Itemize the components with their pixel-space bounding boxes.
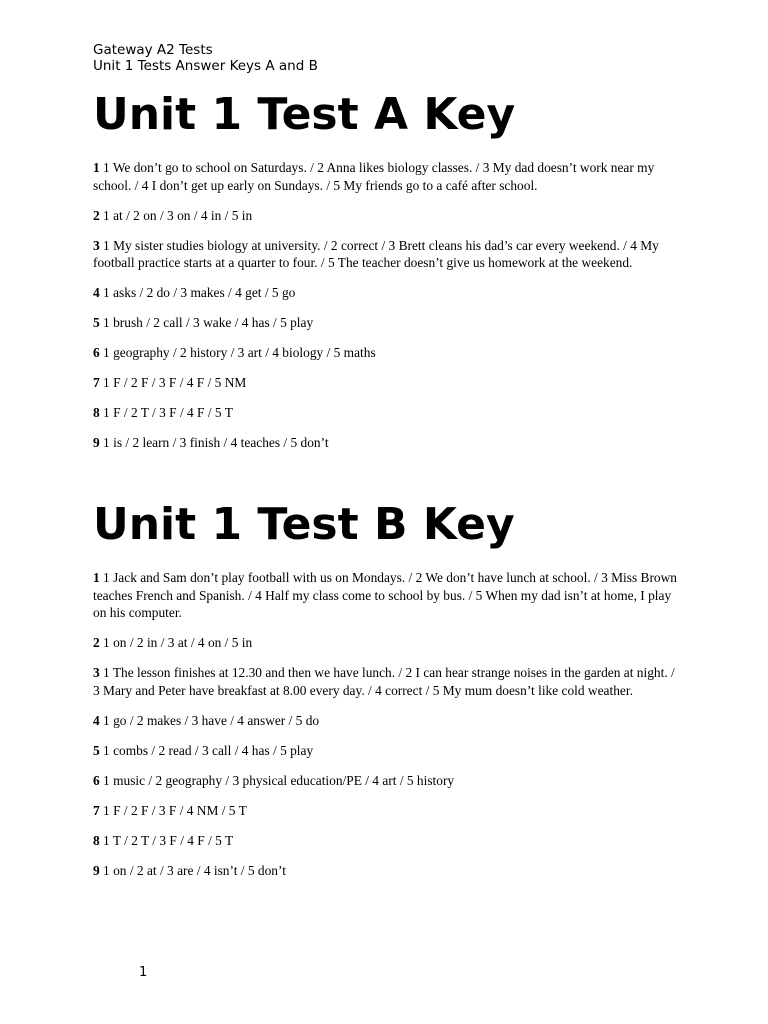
answer-text: 1 The lesson finishes at 12.30 and then we have lunch. / 2 I can hear strange noises in the garden at night. / 3 Mary and Peter have breakfast at 8.00 every day. / 4 correct / 5 My mum doesn’t like cold weather. [93,665,675,698]
answer-item [93,207,683,225]
answer-number: 5 [93,315,100,330]
answer-item [93,569,683,622]
answer-item [93,159,683,194]
answer-text: 1 go / 2 makes / 3 have / 4 answer / 5 do [99,712,320,728]
answer-text: 1 music / 2 geography / 3 physical education/PE / 4 art / 5 history [99,772,455,788]
answer-text: 1 geography / 2 history / 3 art / 4 biology / 5 maths [99,345,376,360]
answer-text: 1 brush / 2 call / 3 wake / 4 has / 5 play [99,315,314,330]
answer-text: 1 Jack and Sam don’t play football with us on Mondays. / 2 We don’t have lunch at school. / 3 Miss Brown teaches French and Spanish. / 4 Half my class come to school by bus. / 5 When my dad isn’t at home, I play on his computer. [93,570,677,620]
answer-item [93,832,683,850]
answer-item [93,404,683,422]
answer-number: 7 [93,375,100,390]
answer-number: 5 [93,742,100,758]
answer-text: 1 combs / 2 read / 3 call / 4 has / 5 play [99,742,314,758]
answer-item [93,772,683,790]
section-a-title: Unit 1 Test A Key [93,89,516,140]
answer-item [93,862,683,880]
answer-number: 1 [93,160,100,175]
answer-number: 3 [93,665,100,680]
answer-number: 1 [93,570,100,585]
answer-number: 2 [93,635,100,650]
answer-text: 1 My sister studies biology at university. / 2 correct / 3 Brett cleans his dad’s car every weekend. / 4 My football practice starts at a quarter to four. / 5 The teacher doesn’t give us homework at the weekend. [93,237,659,270]
section-b-title: Unit 1 Test B Key [93,499,515,550]
answer-number: 9 [93,862,100,878]
answer-text: 1 at / 2 on / 3 on / 4 in / 5 in [99,207,253,223]
answer-number: 7 [93,802,100,818]
answer-text: 1 F / 2 F / 3 F / 4 NM / 5 T [99,802,247,818]
section-b-answers [93,569,683,892]
answer-item [93,802,683,820]
answer-text: 1 T / 2 T / 3 F / 4 F / 5 T [99,832,234,848]
page-number: 1 [139,965,148,980]
answer-text: 1 on / 2 at / 3 are / 4 isn’t / 5 don’t [99,862,286,878]
header-line-2: Unit 1 Tests Answer Keys A and B [93,58,318,74]
answer-item [93,374,683,392]
answer-item [93,664,683,699]
answer-number: 8 [93,832,100,848]
answer-text: 1 is / 2 learn / 3 finish / 4 teaches / 5 don’t [99,435,329,450]
answer-item [93,344,683,362]
answer-text: 1 asks / 2 do / 3 makes / 4 get / 5 go [99,285,296,300]
answer-number: 4 [93,285,100,300]
answer-text: 1 We don’t go to school on Saturdays. / 2 Anna likes biology classes. / 3 My dad doesn’t work near my school. / 4 I don’t get up early on Sundays. / 5 My friends go to a café after school. [93,160,655,193]
answer-text: 1 F / 2 T / 3 F / 4 F / 5 T [99,405,233,420]
answer-item [93,434,683,452]
answer-number: 4 [93,712,100,728]
answer-item [93,314,683,332]
answer-text: 1 on / 2 in / 3 at / 4 on / 5 in [99,635,253,650]
answer-text: 1 F / 2 F / 3 F / 4 F / 5 NM [99,375,247,390]
answer-number: 8 [93,405,100,420]
answer-number: 6 [93,345,100,360]
section-a-answers [93,159,683,464]
answer-number: 3 [93,237,100,253]
answer-item [93,712,683,730]
answer-number: 6 [93,772,100,788]
answer-number: 2 [93,207,100,223]
answer-item [93,237,683,272]
answer-number: 9 [93,435,100,450]
header-line-1: Gateway A2 Tests [93,42,213,58]
page-header [93,42,318,74]
answer-item [93,742,683,760]
answer-item [93,634,683,652]
answer-item [93,284,683,302]
